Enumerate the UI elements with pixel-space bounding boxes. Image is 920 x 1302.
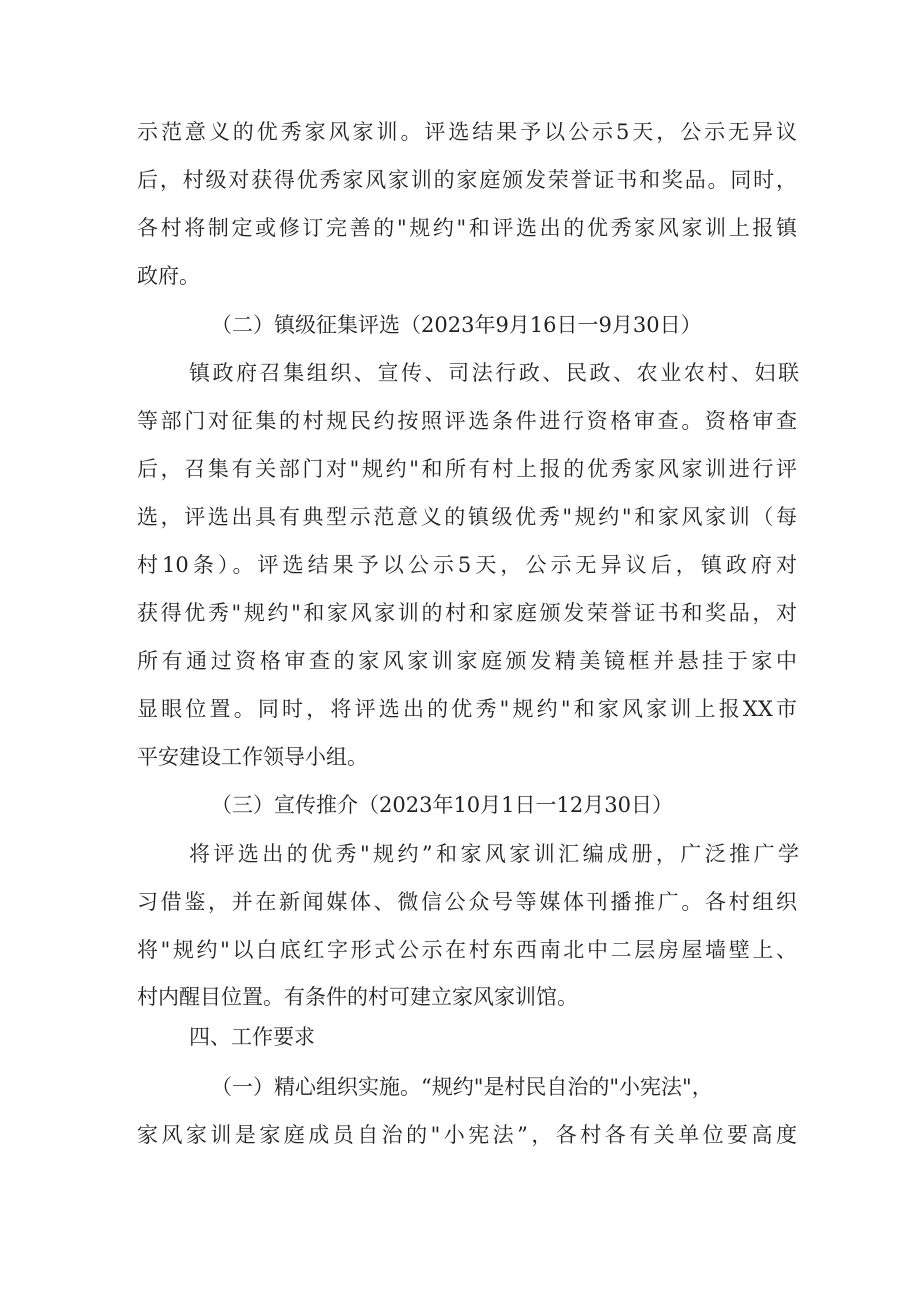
body-text-line: 所有通过资格审查的家风家训家庭颁发精美镜框并悬挂于家中 [137,649,797,673]
body-text-line: 镇政府召集组织、宣传、司法行政、民政、农业农村、妇联 [189,361,799,385]
body-text-line: 各村将制定或修订完善的"规约"和评选出的优秀家风家训上报镇 [137,216,797,240]
body-text-line: 显眼位置。同时，将评选出的优秀"规约"和家风家训上报XX市 [137,697,797,721]
section-heading: （三）宣传推介（2023年10月1日一12月30日） [211,793,673,817]
body-text-line: 村内醒目位置。有条件的村可建立家风家训馆。 [137,985,578,1009]
body-text-line: 村10条）。评选结果予以公示5天，公示无异议后，镇政府对 [137,553,797,577]
body-text-line: 政府。 [137,264,200,288]
body-text-line: 后，村级对获得优秀家风家训的家庭颁发荣誉证书和奖品。同时， [137,168,797,192]
body-text-line: 习借鉴，并在新闻媒体、微信公众号等媒体刊播推广。各村组织 [137,890,797,914]
body-text-line: 后，召集有关部门对"规约"和所有村上报的优秀家风家训进行评 [137,457,797,481]
section-heading: （二）镇级征集评选（2023年9月16日一9月30日） [211,313,702,337]
body-text-line: （一）精心组织实施。“规约"是村民自治的"小宪法"， [211,1075,713,1099]
body-text-line: 平安建设工作领导小组。 [137,745,368,769]
body-text-line: 选，评选出具有典型示范意义的镇级优秀"规约"和家风家训（每 [137,505,797,529]
body-text-line: 等部门对征集的村规民约按照评选条件进行资格审查。资格审查 [137,409,797,433]
chapter-heading: 四、工作要求 [189,1025,315,1049]
body-text-line: 将评选出的优秀"规约”和家风家训汇编成册，广泛推广学 [189,842,799,866]
body-text-line: 获得优秀"规约"和家风家训的村和家庭颁发荣誉证书和奖品，对 [137,601,797,625]
body-text-line: 示范意义的优秀家风家训。评选结果予以公示5天，公示无异议 [137,120,797,144]
body-text-line: 将"规约"以白底红字形式公示在村东西南北中二层房屋墙壁上、 [137,938,797,962]
body-text-line: 家风家训是家庭成员自治的"小宪法”，各村各有关单位要高度 [137,1123,797,1147]
